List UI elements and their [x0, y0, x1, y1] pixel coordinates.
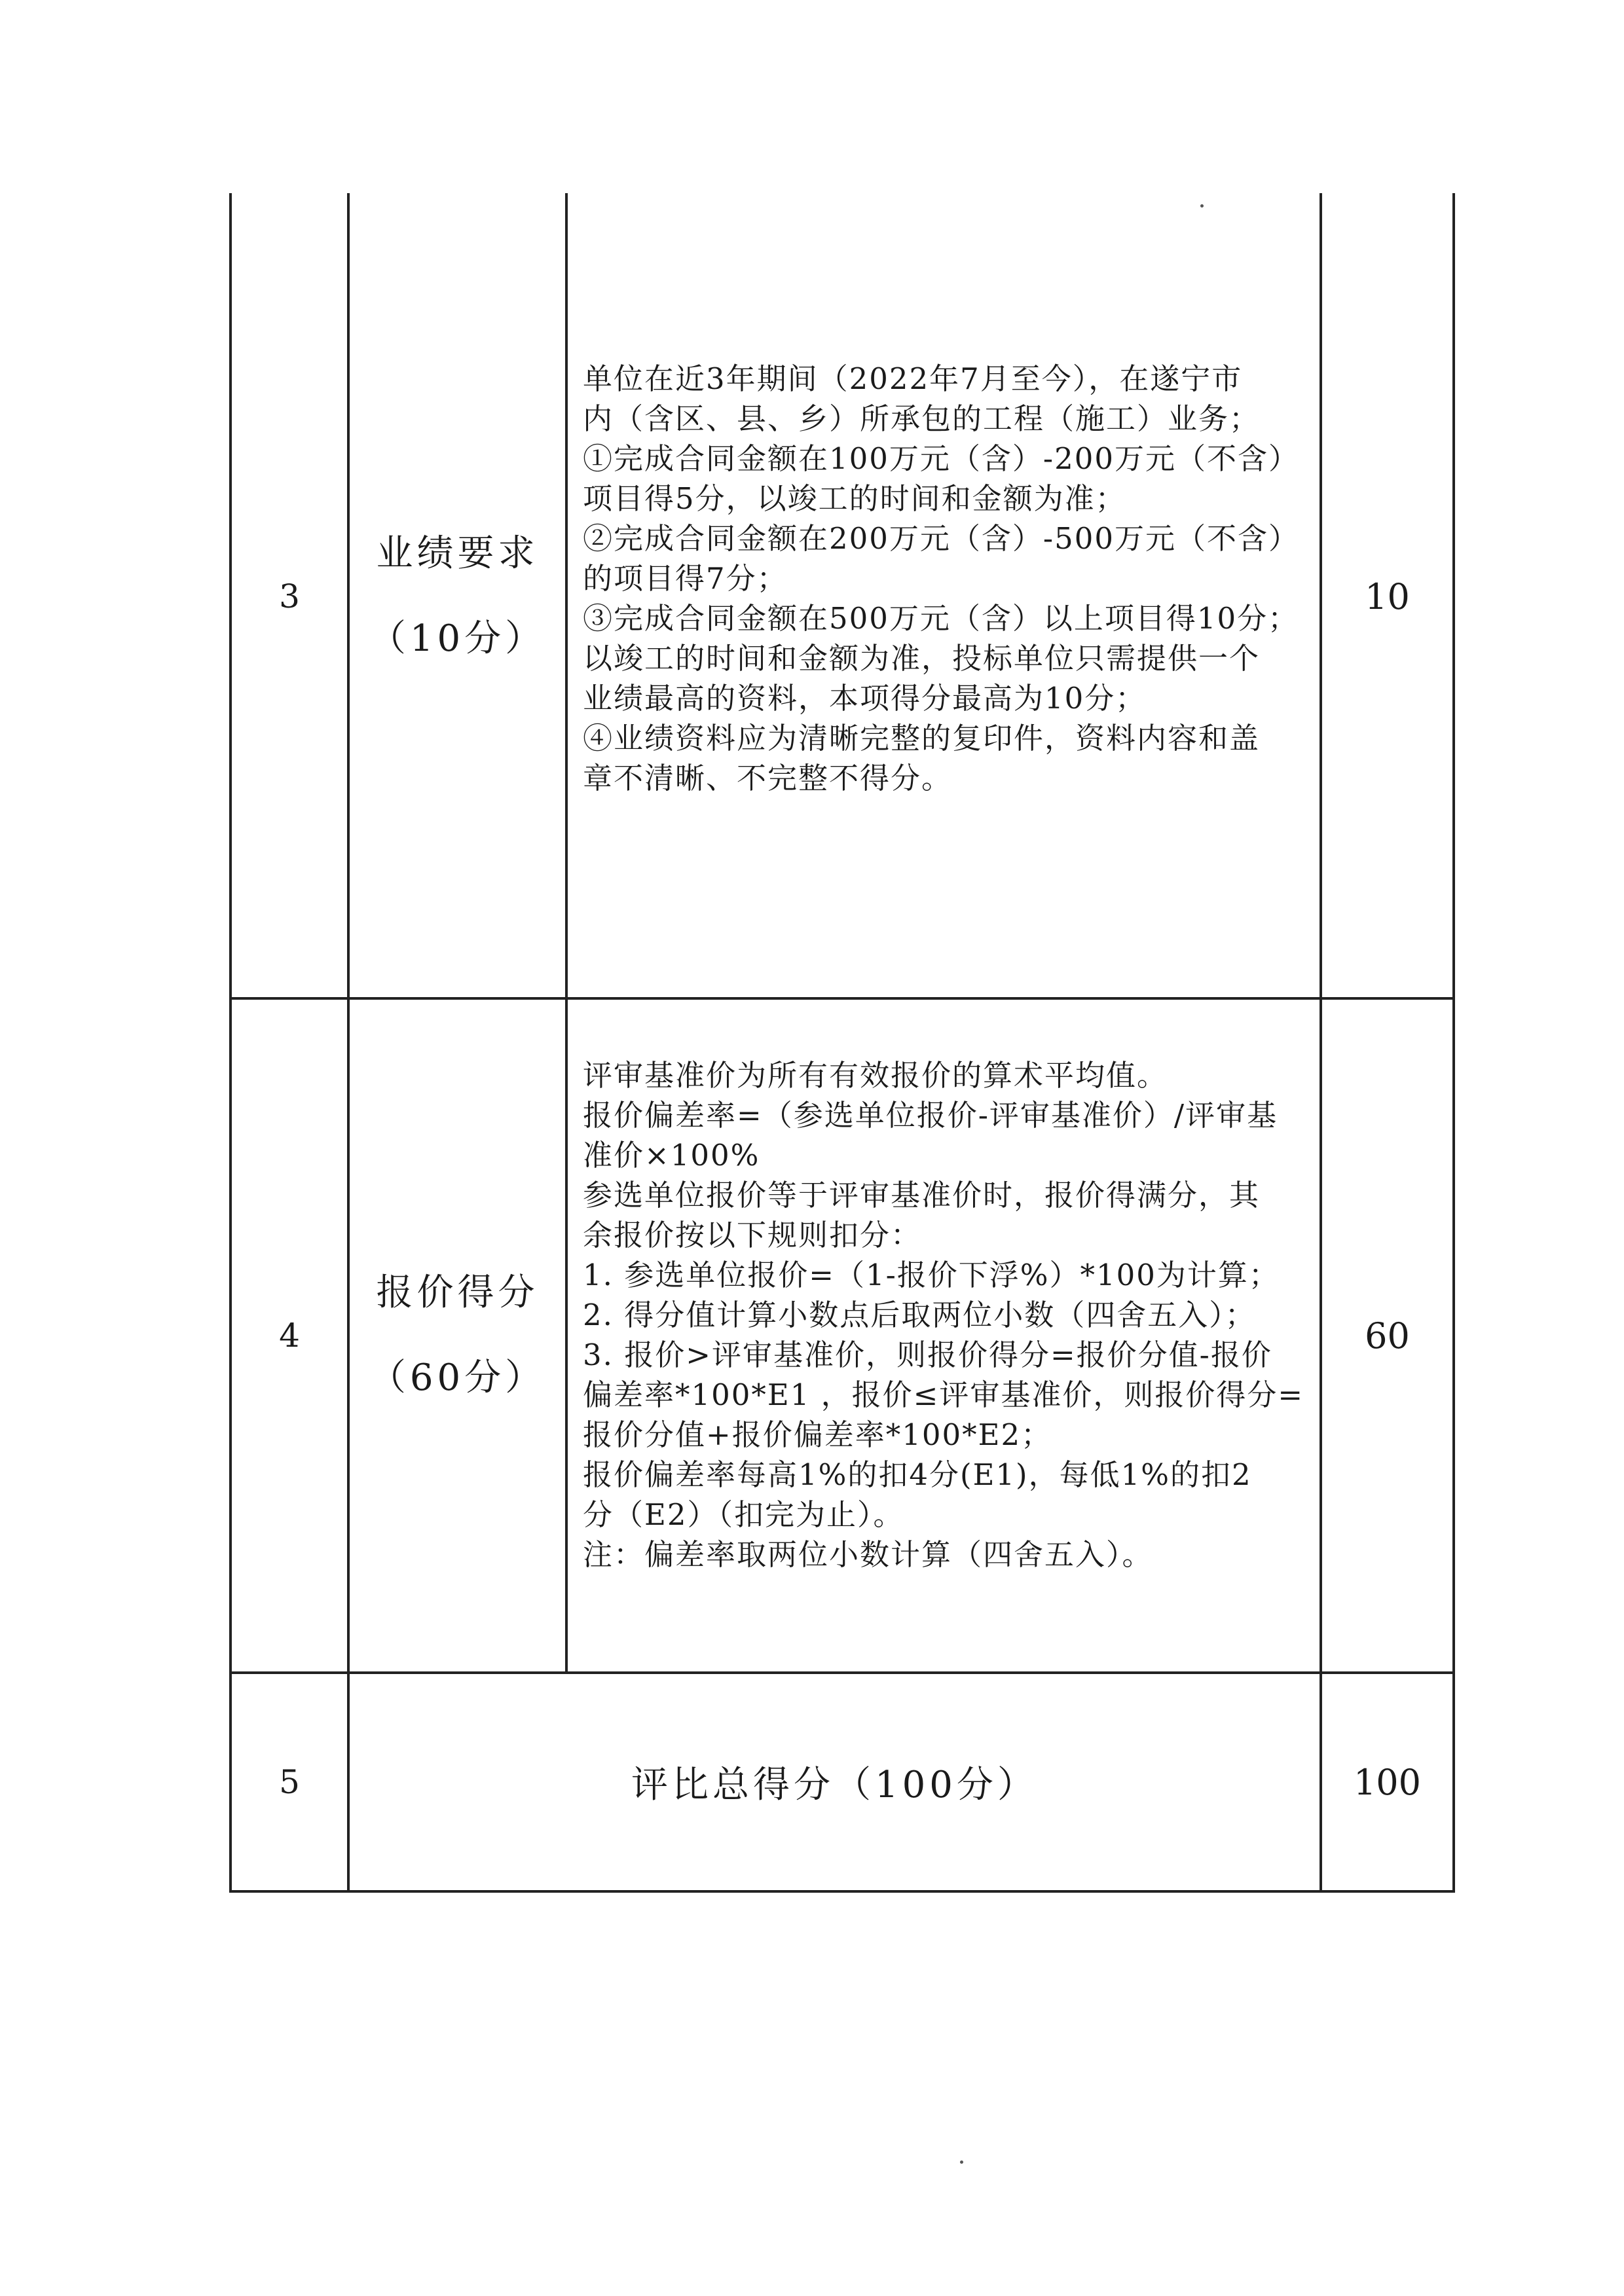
total-score: 100: [1353, 1761, 1422, 1803]
description-line: 单位在近3年期间（2022年7月至今），在遂宁市: [583, 361, 1243, 396]
description-line: 2. 得分值计算小数点后取两位小数（四舍五入）；: [583, 1298, 1256, 1332]
description-line: 报价偏差率=（参选单位报价-评审基准价）/评审基: [583, 1098, 1278, 1133]
item-description: [583, 359, 1313, 798]
description-line: 3. 报价>评审基准价，则报价得分=报价分值-报价: [583, 1338, 1272, 1372]
item-name: 报价得分: [376, 1271, 539, 1314]
score-cell: 10: [1365, 575, 1410, 617]
description-line: 项目得5分，以竣工的时间和金额为准；: [583, 481, 1126, 516]
description-line: 报价分值+报价偏差率*100*E2；: [583, 1417, 1052, 1452]
description-line: 的项目得7分；: [583, 561, 788, 596]
description-line: 注：偏差率取两位小数计算（四舍五入）。: [583, 1537, 1153, 1572]
item-name: 业绩要求: [376, 532, 539, 575]
description-line: 1. 参选单位报价=（1-报价下浮%）*100为计算；: [583, 1258, 1280, 1292]
row-number: 5: [279, 1763, 300, 1801]
scan-speck: [1200, 204, 1204, 208]
description-line: 报价偏差率每高1%的扣4分(E1)，每低1%的扣2: [583, 1457, 1252, 1492]
description-line: 以竣工的时间和金额为准，投标单位只需提供一个: [583, 641, 1261, 676]
row-number: 4: [279, 1317, 300, 1355]
description-line: ③完成合同金额在500万元（含）以上项目得10分；: [583, 601, 1299, 636]
table-border-right: [1452, 193, 1455, 1893]
description-line: ①完成合同金额在100万元（含）-200万元（不含）: [583, 441, 1299, 476]
description-line: 余报价按以下规则扣分：: [583, 1218, 922, 1252]
description-line: ④业绩资料应为清晰完整的复印件，资料内容和盖: [583, 721, 1261, 756]
score-cell: 60: [1365, 1315, 1410, 1357]
column-divider-item: [565, 193, 568, 1674]
total-label: 评比总得分（100分）: [631, 1764, 1038, 1806]
item-description: [583, 1055, 1313, 1575]
table-border-bottom: [229, 1890, 1455, 1893]
item-cell: [350, 196, 565, 997]
item-cell: [350, 1000, 565, 1671]
description-line: 业绩最高的资料，本项得分最高为10分；: [583, 681, 1147, 716]
scan-speck: [960, 2160, 963, 2164]
item-points: （10分）: [369, 617, 546, 660]
description-line: 分（E2）（扣完为止）。: [583, 1497, 904, 1532]
description-line: 偏差率*100*E1 ，报价≤评审基准价，则报价得分=: [583, 1377, 1304, 1412]
description-line: 准价×100%: [583, 1138, 760, 1173]
row-number: 3: [279, 577, 300, 615]
item-points: （60分）: [369, 1357, 546, 1399]
description-line: 参选单位报价等于评审基准价时，报价得满分，其: [583, 1178, 1261, 1212]
description-line: 评审基准价为所有有效报价的算术平均值。: [583, 1058, 1168, 1093]
description-line: ②完成合同金额在200万元（含）-500万元（不含）: [583, 521, 1299, 556]
description-line: 内（含区、县、乡）所承包的工程（施工）业务；: [583, 401, 1261, 436]
description-line: 章不清晰、不完整不得分。: [583, 761, 953, 795]
